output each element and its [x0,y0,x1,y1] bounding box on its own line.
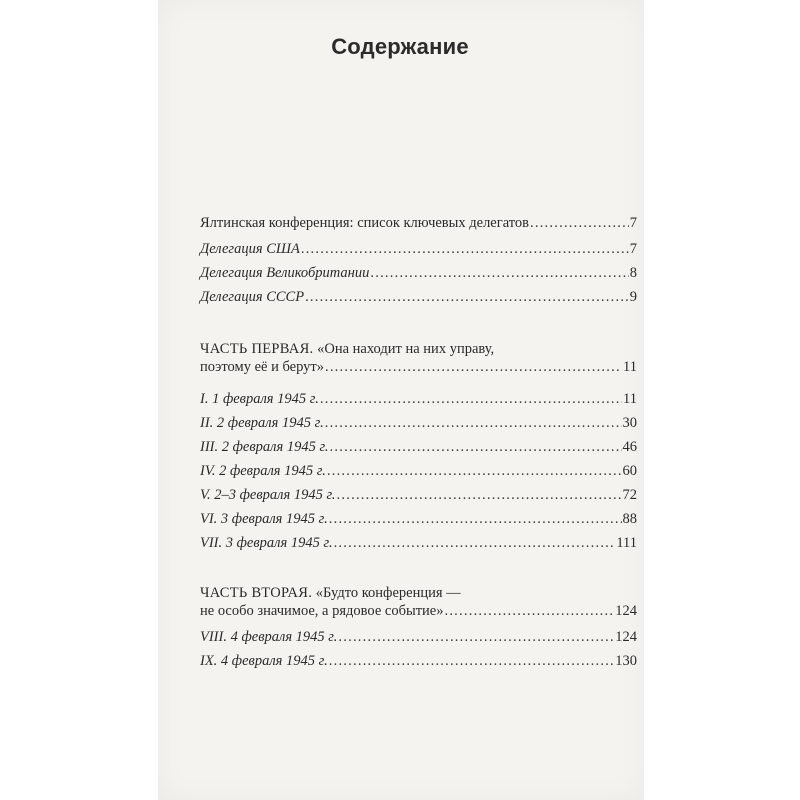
chapter-entry [200,438,637,456]
toc-entry-page: 9 [629,289,637,305]
chapter-page: 111 [616,535,637,551]
chapter-entry [200,534,637,552]
dot-leader [330,438,622,456]
chapter-page: 11 [623,391,637,407]
chapter-entry [200,628,637,646]
dot-leader [305,288,629,306]
chapter-label: IX. 4 февраля 1945 г. [200,653,328,669]
part-one-heading-line2 [200,358,637,376]
chapter-label: II. 2 февраля 1945 г. [200,415,324,431]
chapter-entry [200,652,637,670]
part-one-prefix: ЧАСТЬ ПЕРВАЯ. [200,341,314,357]
chapter-page: 60 [622,463,637,479]
dot-leader [325,358,622,376]
page-title: Содержание [331,34,469,59]
toc-entry-page: 7 [629,241,637,257]
chapter-page: 72 [622,487,637,503]
part-two-heading-line1 [200,584,461,602]
dot-leader [338,628,614,646]
chapter-entry [200,510,637,528]
toc-entry [200,214,637,232]
dot-leader [325,414,622,432]
toc-entry-label: Ялтинская конференция: список ключевых делегатов [200,215,529,231]
toc-entry [200,264,637,282]
dot-leader [337,486,622,504]
dot-leader [301,240,629,258]
chapter-label: IV. 2 февраля 1945 г. [200,463,326,479]
toc-entry-label: Делегация СССР [200,289,305,305]
part-one-title-line2: поэтому её и берут» [200,359,324,375]
chapter-page: 46 [622,439,637,455]
toc-entry [200,288,637,306]
dot-leader [327,462,622,480]
part-two-title-line1: «Будто конференция — [315,585,461,601]
part-two-title-line2: не особо значимое, а рядовое событие» [200,603,444,619]
part-one-heading-line1 [200,340,494,358]
toc-entry-label: Делегация Великобритании [200,265,370,281]
toc-entry-page: 7 [629,215,637,231]
part-two-heading-line2 [200,602,637,620]
part-one-title-line1: «Она находит на них управу, [317,341,495,357]
chapter-entry [200,390,637,408]
part-one-page: 11 [623,359,637,375]
toc-entry-page: 8 [629,265,637,281]
chapter-label: VII. 3 февраля 1945 г. [200,535,333,551]
dot-leader [530,214,629,232]
dot-leader [444,602,614,620]
chapter-label: VIII. 4 февраля 1945 г. [200,629,338,645]
part-two-page: 124 [615,603,637,619]
chapter-label: VI. 3 февраля 1945 г. [200,511,328,527]
chapter-label: I. 1 февраля 1945 г. [200,391,319,407]
toc-entry [200,240,637,258]
dot-leader [370,264,628,282]
toc-entry-label: Делегация США [200,241,300,257]
part-two-prefix: ЧАСТЬ ВТОРАЯ. [200,585,313,601]
dot-leader [329,652,615,670]
chapter-page: 88 [622,511,637,527]
chapter-entry [200,486,637,504]
dot-leader [334,534,616,552]
chapter-entry [200,414,637,432]
chapter-page: 124 [615,629,637,645]
dot-leader [320,390,622,408]
chapter-label: V. 2–3 февраля 1945 г. [200,487,336,503]
chapter-page: 130 [615,653,637,669]
chapter-label: III. 2 февраля 1945 г. [200,439,329,455]
dot-leader [329,510,622,528]
chapter-entry [200,462,637,480]
chapter-page: 30 [622,415,637,431]
